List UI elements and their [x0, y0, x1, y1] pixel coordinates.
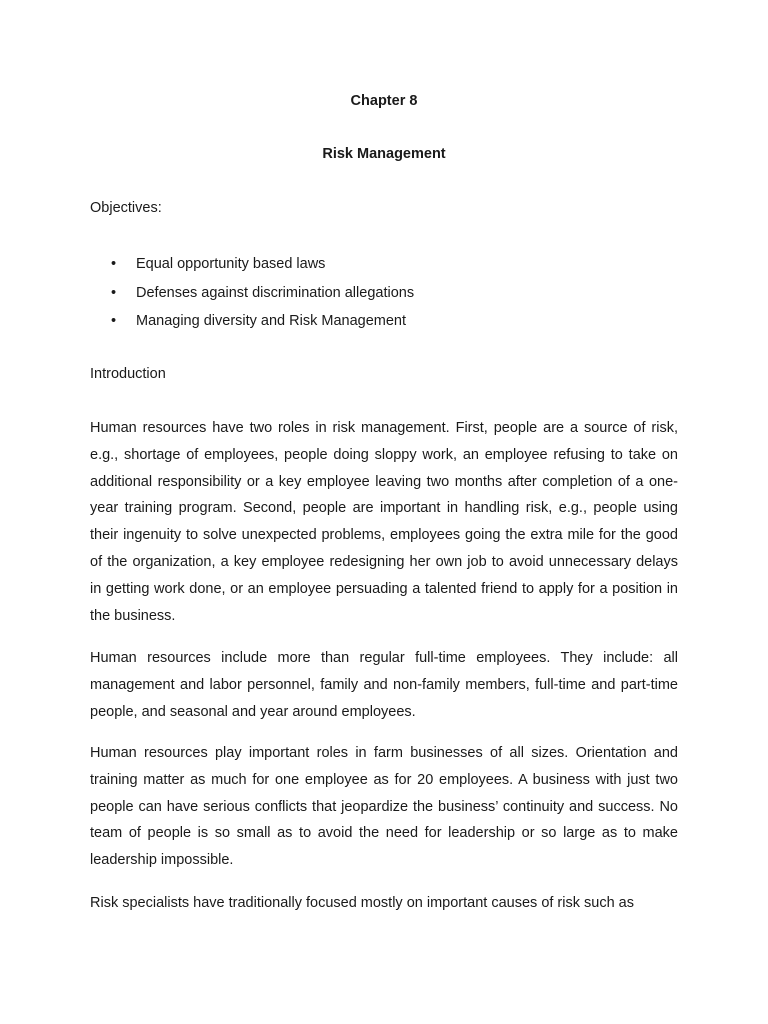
- chapter-heading: Chapter 8: [350, 93, 418, 109]
- body-paragraph: Human resources include more than regular full-time employees. They include: all management and labor personnel, family and non-family members, full-time and part-time people, and seasonal and year around employees.: [90, 650, 678, 720]
- objective-item: • Managing diversity and Risk Management: [90, 312, 414, 341]
- introduction-heading: Introduction: [90, 366, 166, 382]
- body-paragraph: Human resources have two roles in risk management. First, people are a source of risk, e.g., shortage of employees, people doing sloppy work, an employee refusing to take on additional responsibility or a key employee leaving two months after completion of a one-year training program. Second, people are important in handling risk, e.g., people using their ingenuity to solve unexpected problems, employees going the extra mile for the good of the organization, a key employee redesigning her own job to avoid unnecessary delays in getting work done, or an employee persuading a talented friend to apply for a position in the business.: [90, 420, 678, 624]
- objective-item: • Defenses against discrimination allegations: [90, 284, 414, 313]
- chapter-title: Risk Management: [322, 146, 446, 162]
- body-paragraph: Human resources play important roles in farm businesses of all sizes. Orientation and training matter as much for one employee as for 20 employees. A business with just two people can have serious conflicts that jeopardize the business’ continuity and success. No team of people is so small as to avoid the need for leadership or so large as to make leadership impossible.: [90, 745, 678, 869]
- objectives-heading: Objectives:: [90, 200, 162, 216]
- body-paragraph: Risk specialists have traditionally focused mostly on important causes of risk such as: [90, 895, 634, 911]
- objectives-list: [90, 255, 414, 341]
- objective-item: • Equal opportunity based laws: [90, 255, 414, 284]
